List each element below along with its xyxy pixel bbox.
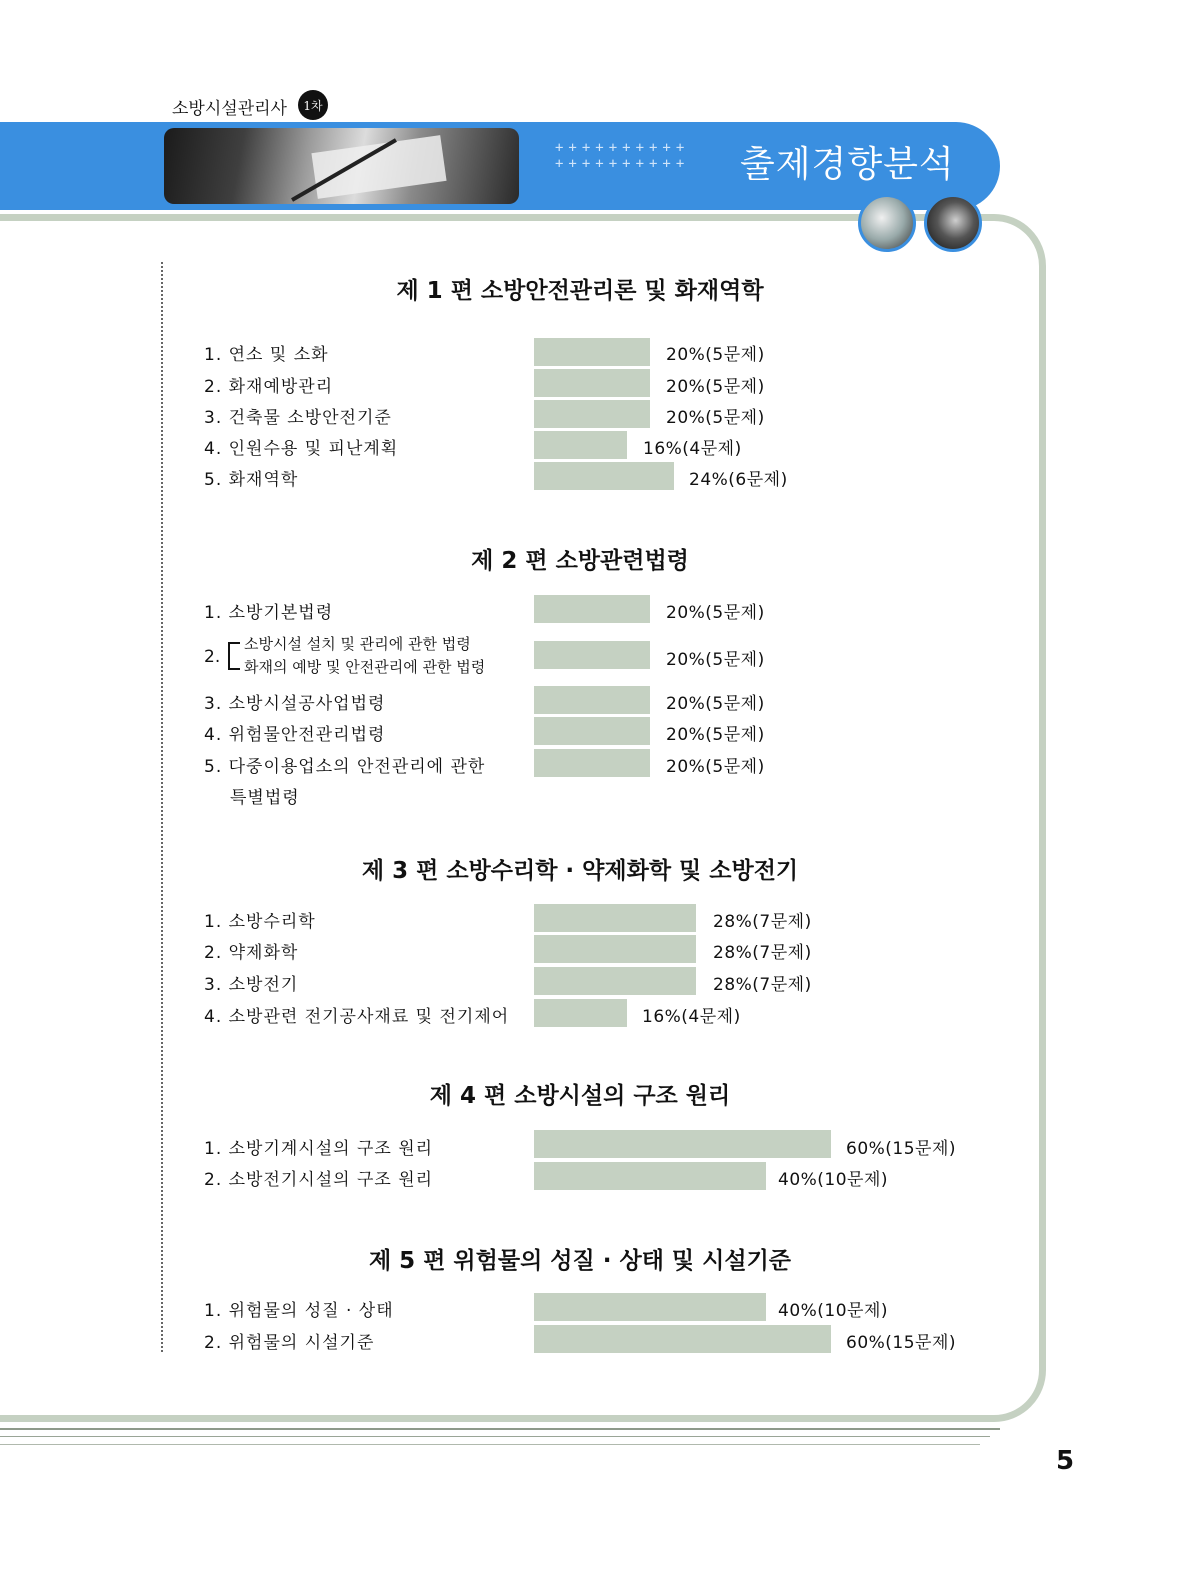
- percent-bar: [534, 369, 650, 397]
- item-label-line: 화재의 예방 및 안전관리에 관한 법령: [244, 658, 486, 676]
- item-label: 2. 소방전기시설의 구조 원리: [204, 1170, 434, 1190]
- item-label: 1. 연소 및 소화: [204, 345, 329, 365]
- percent-bar: [534, 686, 650, 714]
- percent-bar: [534, 595, 650, 623]
- bracket-mark: [228, 642, 240, 670]
- percent-text: 16%(4문제): [643, 439, 742, 459]
- item-label: 2. 위험물의 시설기준: [204, 1333, 375, 1353]
- item-number: 2.: [204, 647, 221, 667]
- book-title: 소방시설관리사: [172, 99, 287, 119]
- percent-bar: [534, 1325, 831, 1353]
- percent-bar: [534, 935, 696, 963]
- volume-badge: 1차: [298, 90, 328, 120]
- microscope-photo-icon: [924, 194, 982, 252]
- banner-photo-paper: [311, 135, 446, 199]
- section-title: 제 3 편 소방수리학 · 약제화학 및 소방전기: [361, 858, 799, 884]
- section-title: 제 4 편 소방시설의 구조 원리: [429, 1083, 731, 1109]
- percent-text: 20%(5문제): [666, 725, 765, 745]
- item-label: 1. 소방수리학: [204, 912, 316, 932]
- percent-text: 60%(15문제): [846, 1139, 957, 1159]
- frame-edge-line: [0, 1428, 1000, 1430]
- page-number: 5: [1056, 1446, 1075, 1476]
- percent-text: 20%(5문제): [666, 757, 765, 777]
- page-frame: [0, 214, 1046, 1422]
- percent-text: 20%(5문제): [666, 650, 765, 670]
- frame-edge-line: [0, 1444, 980, 1445]
- item-label: 4. 소방관련 전기공사재료 및 전기제어: [204, 1007, 510, 1027]
- item-label: 1. 소방기본법령: [204, 603, 334, 623]
- item-label: 3. 소방시설공사업법령: [204, 694, 386, 714]
- percent-text: 20%(5문제): [666, 603, 765, 623]
- percent-text: 20%(5문제): [666, 408, 765, 428]
- section-title: 제 1 편 소방안전관리론 및 화재역학: [396, 278, 764, 304]
- banner-decoration: [555, 140, 689, 172]
- percent-bar: [534, 1293, 766, 1321]
- item-label: 3. 소방전기: [204, 975, 299, 995]
- margin-dotted-line: [161, 262, 163, 1352]
- percent-bar: [534, 1130, 831, 1158]
- percent-text: 28%(7문제): [713, 912, 812, 932]
- banner-photo: [164, 128, 519, 204]
- percent-text: 40%(10문제): [778, 1301, 889, 1321]
- banner-title: 출제경향분석: [740, 144, 955, 185]
- item-label-cont: 특별법령: [230, 788, 300, 808]
- item-label: 2. 약제화학: [204, 943, 299, 963]
- item-label: 4. 위험물안전관리법령: [204, 725, 386, 745]
- percent-bar: [534, 641, 650, 669]
- percent-bar: [534, 904, 696, 932]
- percent-bar: [534, 462, 674, 490]
- percent-bar: [534, 717, 650, 745]
- percent-text: 60%(15문제): [846, 1333, 957, 1353]
- percent-bar: [534, 400, 650, 428]
- plus-row: ++++++++++: [555, 140, 690, 156]
- item-label: 1. 소방기계시설의 구조 원리: [204, 1139, 434, 1159]
- percent-bar: [534, 431, 627, 459]
- section-title: 제 2 편 소방관련법령: [471, 548, 689, 574]
- percent-bar: [534, 749, 650, 777]
- item-label: 2. 화재예방관리: [204, 377, 334, 397]
- percent-text: 28%(7문제): [713, 975, 812, 995]
- item-label: 5. 다중이용업소의 안전관리에 관한: [204, 757, 486, 777]
- percent-bar: [534, 967, 696, 995]
- percent-text: 24%(6문제): [689, 470, 788, 490]
- percent-text: 20%(5문제): [666, 377, 765, 397]
- percent-bar: [534, 1162, 766, 1190]
- frame-edge-line: [0, 1436, 990, 1437]
- percent-text: 20%(5문제): [666, 694, 765, 714]
- item-label: 3. 건축물 소방안전기준: [204, 408, 392, 428]
- item-label-line: 소방시설 설치 및 관리에 관한 법령: [244, 635, 471, 653]
- section-title: 제 5 편 위험물의 성질 · 상태 및 시설기준: [368, 1248, 792, 1274]
- item-label: 5. 화재역학: [204, 470, 299, 490]
- magnifier-photo-icon: [858, 194, 916, 252]
- percent-bar: [534, 999, 627, 1027]
- percent-text: 16%(4문제): [642, 1007, 741, 1027]
- percent-text: 40%(10문제): [778, 1170, 889, 1190]
- item-label: 4. 인원수용 및 피난계획: [204, 439, 399, 459]
- percent-bar: [534, 338, 650, 366]
- item-label: 1. 위험물의 성질 · 상태: [204, 1301, 394, 1321]
- plus-row: ++++++++++: [555, 156, 690, 172]
- percent-text: 20%(5문제): [666, 345, 765, 365]
- percent-text: 28%(7문제): [713, 943, 812, 963]
